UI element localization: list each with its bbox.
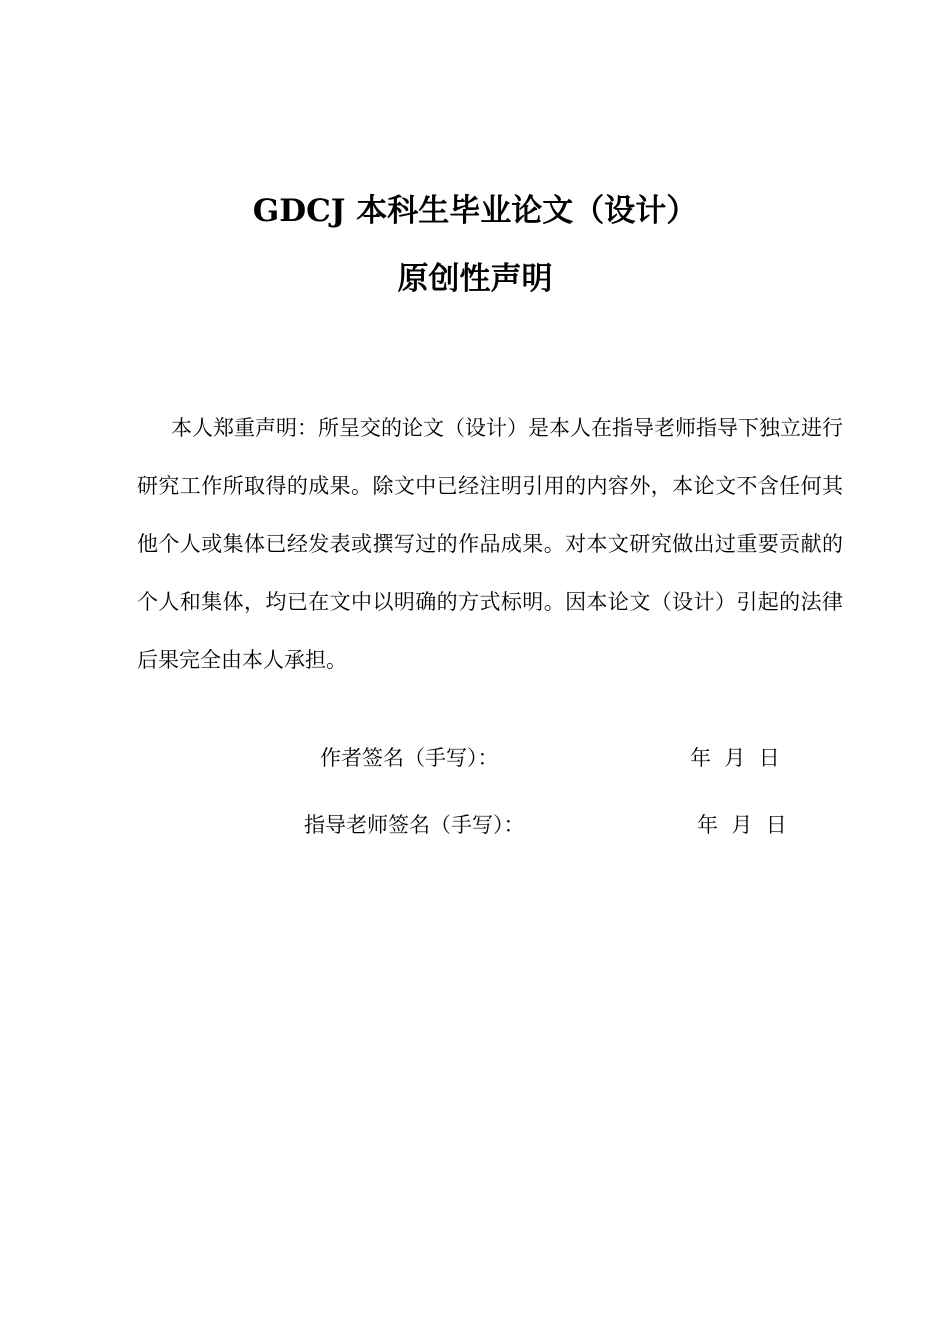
- advisor-signature-label: 指导老师签名（手写）：: [304, 813, 525, 837]
- author-signature-label: 作者签名（手写）：: [320, 746, 499, 770]
- document-subtitle: 原创性声明: [397, 261, 553, 297]
- author-signature-date: 年 月 日: [690, 746, 780, 770]
- document-title: GDCJ 本科生毕业论文（设计）: [252, 193, 698, 229]
- originality-statement: 本人郑重声明：所呈交的论文（设计）是本人在指导老师指导下独立进行研究工作所取得的成果。除文中已经注明引用的内容外，本论文不含任何其他个人或集体已经发表或撰写过的作品成果。对本文研究做出过重要贡献的个人和集体，均已在文中以明确的方式标明。因本论文（设计）引起的法律后果完全由本人承担。: [137, 416, 843, 672]
- advisor-signature-date: 年 月 日: [697, 813, 787, 837]
